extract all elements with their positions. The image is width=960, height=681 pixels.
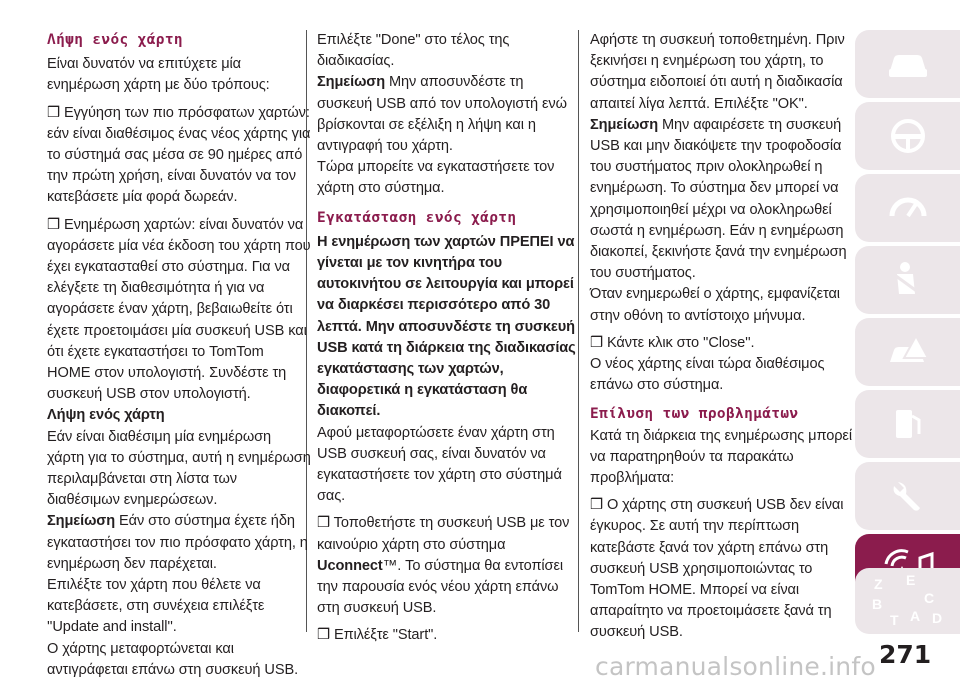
- note: [590, 115, 854, 285]
- tab-steering[interactable]: [855, 102, 960, 170]
- index-letter: A: [909, 608, 920, 624]
- index-letter: B: [871, 596, 882, 612]
- paragraph: Εάν είναι διαθέσιμη μία ενημέρωση χάρτη για το σύστημα, αυτή η ενημέρωση περιλαμβάνεται στη λίστα των διαθέσιμων ενημερώσεων.: [47, 428, 311, 509]
- paragraph: Κατά τη διάρκεια της ενημέρωσης μπορεί να παρατηρηθούν τα παρακάτω προβλήματα:: [590, 427, 852, 487]
- section-heading-install-map: Εγκατάσταση ενός χάρτη: [317, 209, 517, 226]
- paragraph: Όταν ενημερωθεί ο χάρτης, εμφανίζεται στην οθόνη το αντίστοιχο μήνυμα.: [590, 286, 840, 324]
- note-label: Σημείωση: [317, 74, 386, 91]
- paragraph: Επιλέξτε "Done" στο τέλος της διαδικασίας.: [317, 32, 510, 70]
- bullet-item: ❒ Ο χάρτης στη συσκευή USB δεν είναι έγκυρος. Σε αυτή την περίπτωση κατεβάστε ξανά τον χάρτη επάνω στη συσκευή USB χρησιμοποιώντας το TomTom HOME. Μπορεί να είναι απαραίτητο να προετοιμάσετε ξανά τη συσκευή USB.: [590, 497, 844, 641]
- watermark: carmanualsonline.info: [595, 652, 876, 681]
- paragraph: Αφού μεταφορτώσετε έναν χάρτη στη USB συσκευή σας, είναι δυνατόν να εγκαταστήσετε τον χάρτη στο σύστημά σας.: [317, 424, 562, 505]
- paragraph: Είναι δυνατόν να επιτύχετε μία ενημέρωση χάρτη με δύο τρόπους:: [47, 56, 270, 94]
- tab-dashboard[interactable]: [855, 174, 960, 242]
- paragraph: Ο χάρτης μεταφορτώνεται και αντιγράφεται επάνω στη συσκευή USB.: [47, 640, 299, 678]
- index-letter: D: [931, 610, 942, 626]
- note: [47, 511, 311, 575]
- bullet-item: [317, 513, 581, 619]
- note-text: Εάν στο σύστημα έχετε ήδη εγκαταστήσει τον πιο πρόσφατο χάρτη, η ενημέρωση δεν παρέχεται.: [47, 513, 308, 572]
- note: [317, 72, 581, 157]
- bullet-text: ❒ Τοποθετήστε τη συσκευή USB με τον καινούριο χάρτη στο σύστημα: [317, 515, 570, 553]
- section-heading-download-map: Λήψη ενός χάρτη: [47, 32, 183, 48]
- car-warning-icon: [886, 332, 930, 372]
- index-letter: T: [889, 612, 899, 628]
- car-front-icon: [885, 47, 931, 81]
- bullet-item: ❒ Κάντε κλικ στο ''Close''.: [590, 334, 755, 351]
- note-label: Σημείωση: [47, 513, 116, 530]
- column-2: [317, 30, 581, 647]
- wrench-icon: [888, 476, 928, 516]
- index-letter: E: [905, 573, 915, 588]
- seatbelt-icon: [888, 260, 928, 300]
- fuel-pump-icon: [888, 404, 928, 444]
- tab-car-front[interactable]: [855, 30, 960, 98]
- paragraph: Τώρα μπορείτε να εγκαταστήσετε τον χάρτη στο σύστημα.: [317, 159, 555, 197]
- index-letter: C: [923, 590, 934, 606]
- page-number: 271: [879, 640, 932, 669]
- tab-index[interactable]: [855, 568, 960, 634]
- bullet-item: ❒ Ενημέρωση χαρτών: είναι δυνατόν να αγοράσετε μία νέα έκδοση του χάρτη που έχει εγκατασταθεί στο σύστημα. Για να ελέγξετε τη διαθεσιμότητα ή για να αγοράσετε έναν χάρτη, βεβαιωθείτε ότι έχετε προετοιμάσει μία συσκευή USB και ότι έχετε εγκαταστήσει το TomTom HOME στον υπολογιστή. Συνδέστε τη συσκευή USB στον υπολογιστή.: [47, 216, 311, 403]
- section-heading-troubleshooting: Επίλυση των προβλημάτων: [590, 406, 799, 423]
- tab-starting[interactable]: [855, 318, 960, 386]
- tab-safety[interactable]: [855, 246, 960, 314]
- index-icon: [868, 573, 948, 629]
- sub-heading: Λήψη ενός χάρτη: [47, 407, 165, 424]
- bullet-item: ❒ Επιλέξτε "Start".: [317, 627, 438, 644]
- index-letter: Z: [873, 576, 883, 592]
- tab-emergency[interactable]: [855, 390, 960, 458]
- column-1: [47, 30, 311, 681]
- note-text: Μην αποσυνδέστε τη συσκευή USB από τον υπολογιστή ενώ βρίσκονται σε εξέλιξη η λήψη και η αντιγραφή του χάρτη.: [317, 74, 567, 155]
- paragraph: Ο νέος χάρτης είναι τώρα διαθέσιμος επάνω στο σύστημα.: [590, 356, 825, 394]
- column-3: [590, 30, 854, 644]
- dashboard-icon: [888, 190, 928, 226]
- tab-maintenance[interactable]: [855, 462, 960, 530]
- paragraph: Επιλέξτε τον χάρτη που θέλετε να κατεβάσετε, στη συνέχεια επιλέξτε ''Update and install''.: [47, 577, 265, 636]
- bullet-text: ™. Το σύστημα θα εντοπίσει την παρουσία ενός νέου χάρτη επάνω στη συσκευή USB.: [317, 557, 564, 617]
- paragraph: Αφήστε τη συσκευή τοποθετημένη. Πριν ξεκινήσει η ενημέρωση του χάρτη, το σύστημα ειδοποιεί ότι αυτή η διαδικασία απαιτεί λίγα λεπτά. Επιλέξτε "OK".: [590, 32, 845, 112]
- steering-wheel-icon: [888, 116, 928, 156]
- warning-text: Η ενημέρωση των χαρτών ΠΡΕΠΕΙ να γίνεται με τον κινητήρα του αυτοκινήτου σε λειτουργία και μπορεί να διαρκέσει περισσότερο από 30 λεπτά. Μην αποσυνδέστε τη συσκευή USB κατά τη διάρκεια της διαδικασίας εγκατάστασης των χαρτών, διαφορετικά η εγκατάσταση θα διακοπεί.: [317, 233, 576, 420]
- bullet-item: ❒ Εγγύηση των πιο πρόσφατων χαρτών: εάν είναι διαθέσιμος ένας νέος χάρτης για το σύστημά σας μέσα σε 90 ημέρες από την πρώτη χρήση, είναι δυνατόν να τον κατεβάσετε μία φορά δωρεάν.: [47, 104, 311, 206]
- brand-name: Uconnect: [317, 557, 383, 574]
- note-label: Σημείωση: [590, 116, 659, 133]
- note-text: Μην αφαιρέσετε τη συσκευή USB και μην διακόψετε την τροφοδοσία του συστήματος πριν ολοκληρωθεί η ενημέρωση. Το σύστημα δεν μπορεί να χρησιμοποιηθεί μέχρι να ολοκληρωθεί σωστά η ενημέρωση. Εάν η ενημέρωση διακοπεί, ξεκινήστε ξανά την ενημέρωση του συστήματος.: [590, 116, 847, 282]
